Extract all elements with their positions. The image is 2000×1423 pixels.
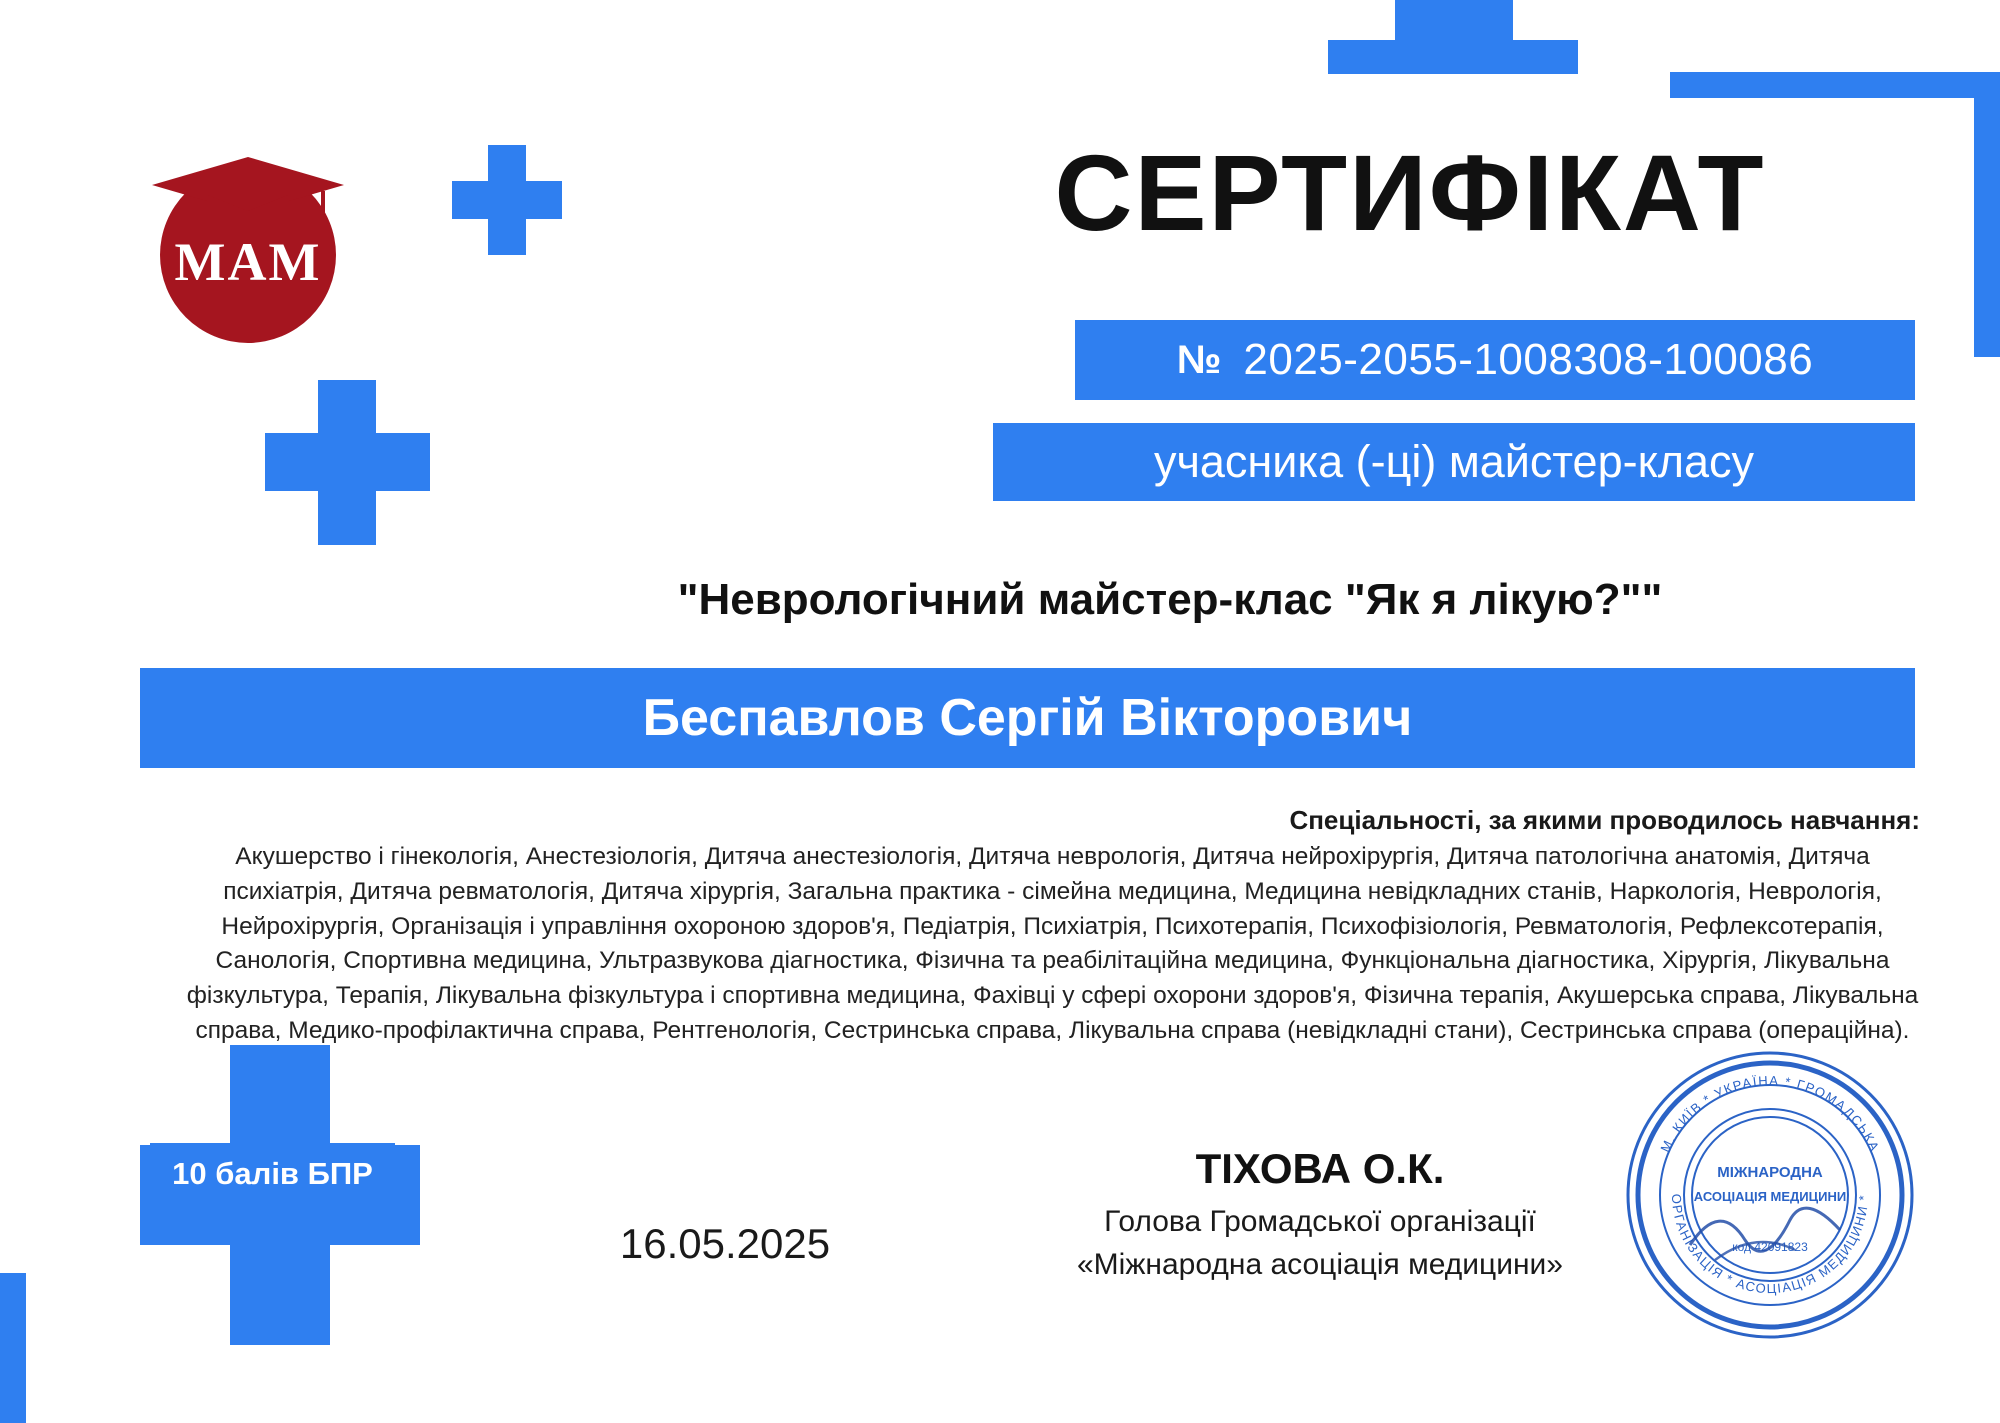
credits-badge: 10 балів БПР <box>150 1143 395 1205</box>
recipient-name: Беспавлов Сергій Вікторович <box>642 689 1413 747</box>
course-title: "Неврологічний майстер-клас "Як я лікую?"" <box>677 575 1663 624</box>
recipient-name-bar <box>140 668 1915 768</box>
signatory-role-line1: Голова Громадської організації <box>1104 1205 1536 1238</box>
signatory-role-line2: «Міжнародна асоціація медицини» <box>1077 1248 1563 1281</box>
participant-role-bar <box>993 423 1915 501</box>
official-stamp <box>1620 1045 1920 1345</box>
svg-text:ОРГАНІЗАЦІЯ * АСОЦІАЦІЯ МЕДИЦИ: ОРГАНІЗАЦІЯ * АСОЦІАЦІЯ МЕДИЦИНИ * <box>1668 1193 1872 1297</box>
page-title: СЕРТИФІКАТ <box>1054 132 1766 253</box>
cross-icon-medium-left <box>265 380 430 545</box>
signatory-name: ТІХОВА О.К. <box>1195 1145 1445 1192</box>
specialties-heading: Спеціальності, за якими проводилось навчання: <box>1289 805 1920 835</box>
number-symbol: № <box>1176 337 1222 382</box>
stamp-seal-icon <box>1620 1045 1920 1345</box>
svg-text:М. КИЇВ * УКРАЇНА * ГРОМАДСЬКА: М. КИЇВ * УКРАЇНА * ГРОМАДСЬКА <box>1657 1072 1883 1155</box>
bottom-left-accent <box>0 1273 26 1423</box>
graduation-cap-icon <box>148 155 348 215</box>
logo-monogram: МАМ <box>174 232 322 292</box>
svg-text:АСОЦІАЦІЯ МЕДИЦИНИ: АСОЦІАЦІЯ МЕДИЦИНИ <box>1693 1189 1847 1204</box>
certificate-number-bar <box>1075 320 1915 400</box>
specialties-text: Акушерство і гінекологія, Анестезіологія, Дитяча анестезіологія, Дитяча неврологія, Дитяча нейрохірургія, Дитяча патологічна анатомія, Дитяча психіатрія, Дитяча ревматологія, Дитяча хірургія, Загальна практика - сімейна медицина, Медицина невідкладних станів, Наркологія, Неврологія, Нейрохірургія, Організація і управління охороною здоров'я, Педіатрія, Психіатрія, Психотерапія, Психофізіологія, Ревматологія, Рефлексотерапія, Санологія, Спортивна медицина, Ультразвукова діагностика, Фізична та реабілітаційна медицина, Функціональна діагностика, Хірургія, Лікувальна фізкультура, Терапія, Лікувальна фізкультура і спортивна медицина, Фахівці у сфері охорони здоров'я, Фізична терапія, Акушерська справа, Лікувальна справа, Медико-профілактична справа, Рентгенологія, Сестринська справа, Лікувальна справа (невідкладні стани), Сестринська справа (операційна). <box>186 843 1919 1044</box>
top-accent-wing <box>1328 40 1578 74</box>
cross-icon-small-top <box>452 145 562 255</box>
svg-text:код 42091823: код 42091823 <box>1732 1240 1808 1254</box>
participant-role-label: учасника (-ці) майстер-класу <box>1153 436 1755 487</box>
organization-logo <box>148 135 363 350</box>
certificate-number-value: 2025-2055-1008308-100086 <box>1243 335 1814 384</box>
svg-text:МІЖНАРОДНА: МІЖНАРОДНА <box>1717 1164 1823 1181</box>
issue-date: 16.05.2025 <box>619 1220 831 1267</box>
